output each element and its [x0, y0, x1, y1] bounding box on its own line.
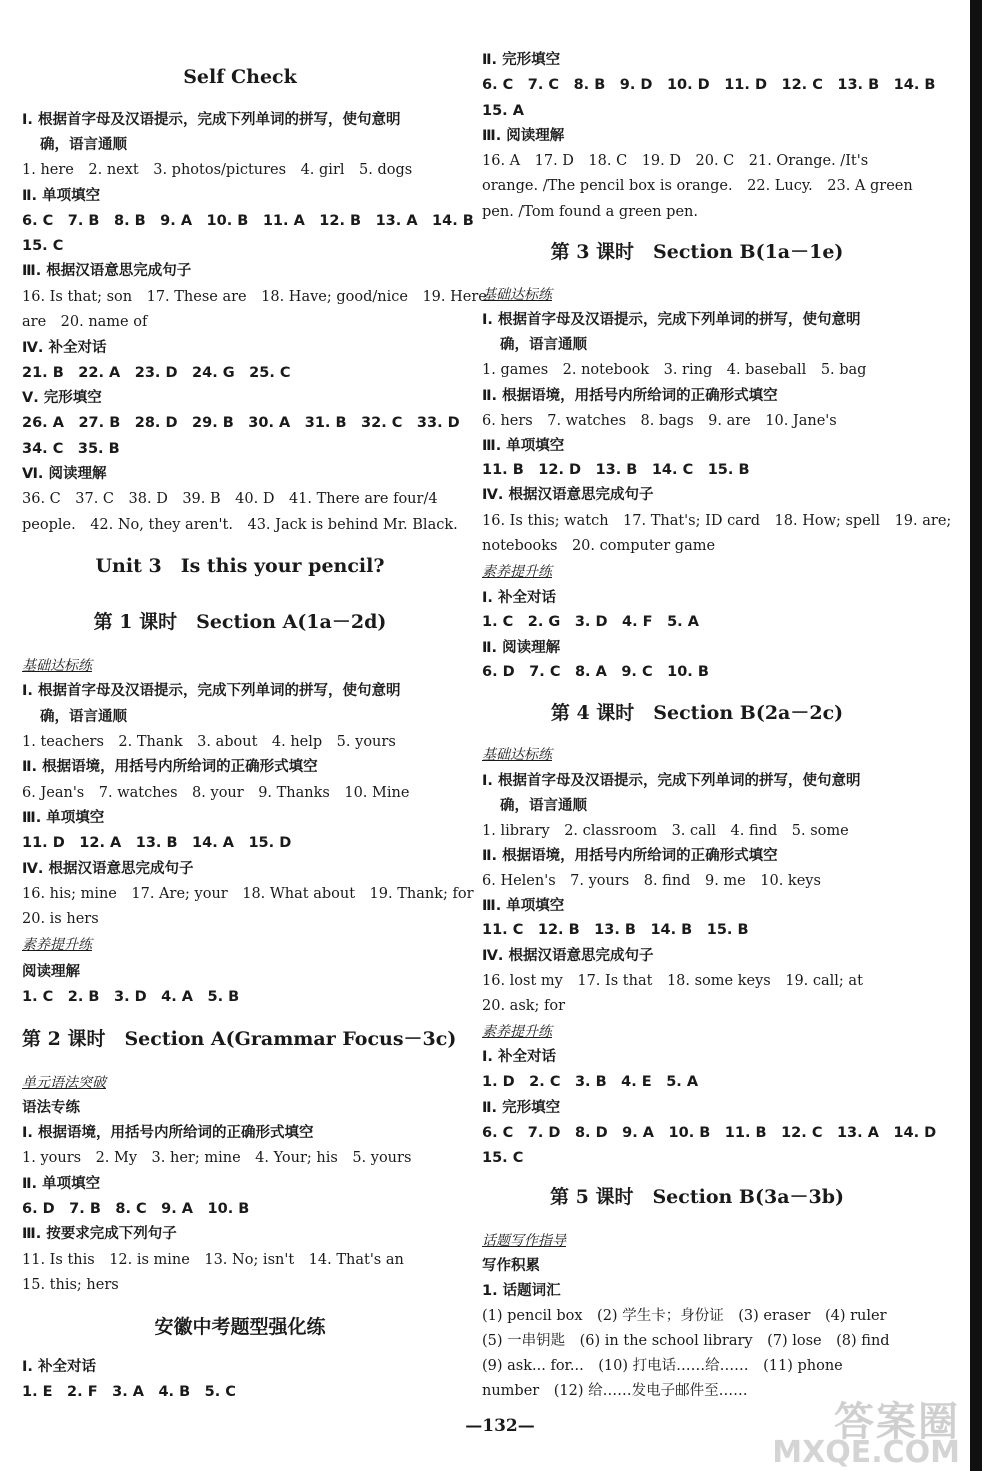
unit-title: Unit 3 Is this your pencil?: [95, 555, 385, 577]
section-heading: Ⅲ. 单项填空: [22, 810, 105, 826]
answer-line: 1. teachers 2. Thank 3. about 4. help 5. yours: [22, 734, 396, 750]
answer-line: number (12) 给……发电子邮件至……: [482, 1383, 748, 1399]
answer-line: 6. C 7. B 8. B 9. A 10. B 11. A 12. B 13. A 14. B: [22, 213, 474, 229]
answer-line: 21. B 22. A 23. D 24. G 25. C: [22, 365, 291, 381]
answer-line: (1) pencil box (2) 学生卡；身份证 (3) eraser (4) ruler: [482, 1308, 887, 1324]
page-edge-bar: [970, 0, 982, 1471]
section-heading: Ⅴ. 完形填空: [22, 390, 102, 406]
section-heading: Ⅱ. 单项填空: [22, 1176, 101, 1192]
section-heading: Ⅱ. 单项填空: [22, 188, 101, 204]
answer-line: people. 42. No, they aren't. 43. Jack is behind Mr. Black.: [22, 517, 458, 533]
section-heading: 语法专练: [22, 1100, 80, 1116]
answer-line: 1. here 2. next 3. photos/pictures 4. girl 5. dogs: [22, 162, 413, 178]
answer-line: 16. Is that; son 17. These are 18. Have; good/nice 19. Here: [22, 289, 487, 305]
section-heading: Ⅰ. 根据首字母及汉语提示，完成下列单词的拼写，使句意明: [22, 112, 401, 128]
anhui-title: 安徽中考题型强化练: [154, 1316, 326, 1338]
section-heading: Ⅲ. 单项填空: [482, 438, 565, 454]
section-heading: Ⅳ. 根据汉语意思完成句子: [22, 861, 194, 877]
page-number: —132—: [465, 1416, 535, 1436]
section-heading: 确，语言通顺: [40, 709, 127, 725]
answer-line: 11. C 12. B 13. B 14. B 15. B: [482, 922, 749, 938]
answer-line: 15. C: [22, 238, 64, 254]
answer-line: 1. yours 2. My 3. her; mine 4. Your; his 5. yours: [22, 1150, 412, 1166]
section-heading: 确，语言通顺: [500, 337, 587, 353]
answer-line: 1. games 2. notebook 3. ring 4. baseball 5. bag: [482, 362, 867, 378]
section-heading: Ⅰ. 补全对话: [482, 1049, 556, 1065]
answer-line: (5) 一串钥匙 (6) in the school library (7) lose (8) find: [482, 1333, 890, 1349]
answer-line: 26. A 27. B 28. D 29. B 30. A 31. B 32. C 33. D: [22, 415, 460, 431]
section-heading: 确，语言通顺: [40, 137, 127, 153]
answer-line: (9) ask... for... (10) 打电话……给…… (11) phone: [482, 1358, 843, 1374]
answer-line: notebooks 20. computer game: [482, 538, 716, 554]
section-heading: 写作积累: [482, 1258, 540, 1274]
section-heading: Ⅱ. 根据语境，用括号内所给词的正确形式填空: [22, 759, 318, 775]
section-heading: Ⅰ. 根据首字母及汉语提示，完成下列单词的拼写，使句意明: [482, 312, 861, 328]
section-heading: Ⅰ. 补全对话: [482, 590, 556, 606]
answer-line: 1. library 2. classroom 3. call 4. find 5. some: [482, 823, 849, 839]
section-heading: Ⅱ. 根据语境，用括号内所给词的正确形式填空: [482, 848, 778, 864]
subsection-label: 基础达标练: [482, 287, 552, 303]
answer-line: 15. C: [482, 1150, 524, 1166]
subsection-label: 基础达标练: [482, 747, 552, 763]
answer-line: 6. Jean's 7. watches 8. your 9. Thanks 10. Mine: [22, 785, 410, 801]
answer-line: orange. /The pencil box is orange. 22. Lucy. 23. A green: [482, 178, 913, 194]
section-heading: Ⅱ. 阅读理解: [482, 640, 561, 656]
subsection-label: 素养提升练: [22, 937, 92, 953]
section-heading: Ⅰ. 根据首字母及汉语提示，完成下列单词的拼写，使句意明: [482, 773, 861, 789]
section-heading: Ⅲ. 按要求完成下列句子: [22, 1226, 177, 1242]
lesson-title: 第 3 课时 Section B(1a－1e): [550, 241, 844, 263]
section-heading: Ⅰ. 补全对话: [22, 1359, 96, 1375]
section-heading: Ⅲ. 根据汉语意思完成句子: [22, 263, 192, 279]
lesson-title: 第 1 课时 Section A(1a－2d): [93, 611, 387, 633]
lesson-title: 第 5 课时 Section B(3a－3b): [550, 1186, 844, 1208]
section-heading: 1. 话题词汇: [482, 1283, 561, 1299]
answer-line: 36. C 37. C 38. D 39. B 40. D 41. There are four/4: [22, 491, 438, 507]
lesson-title: 第 2 课时 Section A(Grammar Focus－3c): [22, 1028, 457, 1050]
answer-line: 34. C 35. B: [22, 441, 120, 457]
section-heading: Ⅰ. 根据首字母及汉语提示，完成下列单词的拼写，使句意明: [22, 683, 401, 699]
section-heading: Ⅳ. 补全对话: [22, 340, 107, 356]
answer-line: are 20. name of: [22, 314, 148, 330]
answer-line: 1. C 2. B 3. D 4. A 5. B: [22, 989, 240, 1005]
answer-line: 6. C 7. D 8. D 9. A 10. B 11. B 12. C 13. A 14. D: [482, 1125, 937, 1141]
answer-line: 16. his; mine 17. Are; your 18. What about 19. Thank; for: [22, 886, 474, 902]
answer-line: 1. C 2. G 3. D 4. F 5. A: [482, 614, 699, 630]
answer-line: 6. hers 7. watches 8. bags 9. are 10. Jane's: [482, 413, 837, 429]
section-heading: Ⅱ. 完形填空: [482, 1100, 561, 1116]
answer-line: 16. A 17. D 18. C 19. D 20. C 21. Orange. /It's: [482, 153, 869, 169]
subsection-label: 话题写作指导: [482, 1233, 566, 1249]
section-heading: 确，语言通顺: [500, 798, 587, 814]
subsection-label: 素养提升练: [482, 564, 552, 580]
answer-line: 11. Is this 12. is mine 13. No; isn't 14. That's an: [22, 1252, 404, 1268]
section-heading: Ⅱ. 根据语境，用括号内所给词的正确形式填空: [482, 388, 778, 404]
section-heading: 阅读理解: [22, 964, 80, 980]
subsection-label: 基础达标练: [22, 658, 92, 674]
answer-line: pen. /Tom found a green pen.: [482, 204, 698, 220]
answer-line: 11. B 12. D 13. B 14. C 15. B: [482, 462, 750, 478]
section-heading: Ⅲ. 单项填空: [482, 898, 565, 914]
subsection-label: 素养提升练: [482, 1024, 552, 1040]
answer-line: 6. C 7. C 8. B 9. D 10. D 11. D 12. C 13. B 14. B: [482, 77, 936, 93]
answer-line: 6. D 7. C 8. A 9. C 10. B: [482, 664, 709, 680]
answer-line: 16. Is this; watch 17. That's; ID card 18. How; spell 19. are;: [482, 513, 952, 529]
answer-line: 15. this; hers: [22, 1277, 119, 1293]
answer-line: 6. D 7. B 8. C 9. A 10. B: [22, 1201, 250, 1217]
answer-line: 15. A: [482, 103, 524, 119]
answer-line: 6. Helen's 7. yours 8. find 9. me 10. keys: [482, 873, 821, 889]
answer-line: 16. lost my 17. Is that 18. some keys 19. call; at: [482, 973, 863, 989]
answer-line: 20. is hers: [22, 911, 99, 927]
section-heading: Ⅳ. 根据汉语意思完成句子: [482, 487, 654, 503]
answer-line: 1. D 2. C 3. B 4. E 5. A: [482, 1074, 699, 1090]
self-check-title: Self Check: [183, 66, 297, 88]
answer-line: 11. D 12. A 13. B 14. A 15. D: [22, 835, 292, 851]
section-heading: Ⅳ. 根据汉语意思完成句子: [482, 948, 654, 964]
section-heading: Ⅰ. 根据语境，用括号内所给词的正确形式填空: [22, 1125, 314, 1141]
section-heading: Ⅲ. 阅读理解: [482, 128, 565, 144]
answer-line: 1. E 2. F 3. A 4. B 5. C: [22, 1384, 236, 1400]
answer-line: 20. ask; for: [482, 998, 566, 1014]
watermark: 答案圈: [834, 1399, 960, 1445]
section-heading: Ⅱ. 完形填空: [482, 52, 561, 68]
subsection-label: 单元语法突破: [22, 1075, 106, 1091]
watermark-url: MXQE.COM: [772, 1435, 960, 1470]
section-heading: Ⅵ. 阅读理解: [22, 466, 107, 482]
lesson-title: 第 4 课时 Section B(2a－2c): [550, 702, 844, 724]
